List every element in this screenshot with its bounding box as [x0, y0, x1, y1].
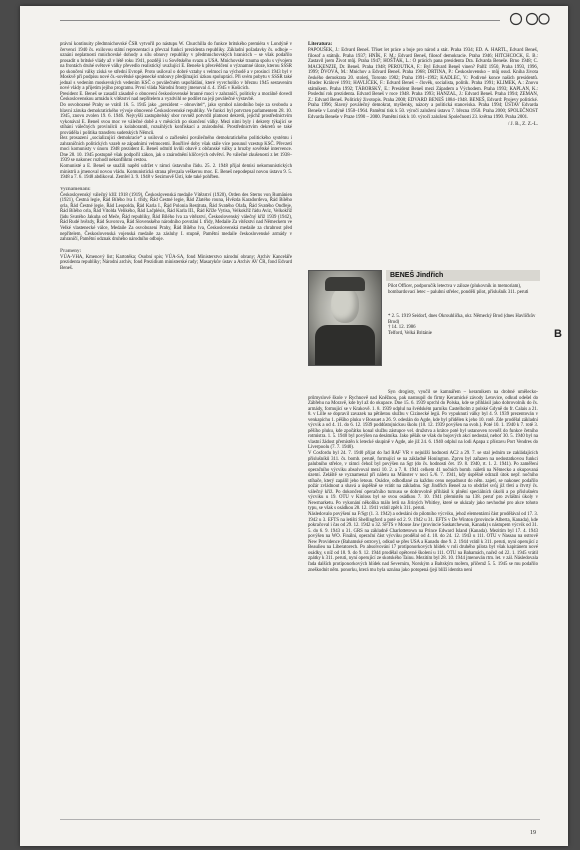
- entry-name: BENEŠ Jindřich: [386, 270, 540, 281]
- body-paragraph: Syn drogisty, vyučil se kamnářem – keramikem na drobné umělecko-průmyslové škole v Rychnově nad Kněžnou, pak nastoupil do firmy Keramické závody Letovice, odkud odešel do Zábřehu na Moravě, kde byl až do okupace. Dne 15. 6. 1939 uprchl do Polska, kde se přihlásil jako dobrovolník do čs. armády, formující se v Krakově. 1. 8. 1939 odplul na švédském parníku Castelholm z polské Gdyně do fr. Calais a 21. 8. v Lille se dopravil zavazek na pětiletou službu v Cizinecké legii. Po vypuknutí války byl 4. 9. 1939 prezentován v venkapíchu 1. pěšího pluku v Bossuet a 26. 9. odeslán do Agde, kde byl přidělen k jeho 10. rotě. Zde prodělal základní výcvik a od 4. 11. do 6. 12. 1939 poddůstojnickou školu (10. 12. 1939 povýšen na svob.). Poté 10. 1. 1940 k 7. rotě 3. pěšího pluku, kde zpočátku konal službu zástupce vel. družstva a krátce poté byl ustanoven rovněž do funkce četního rotmistra. 1. 5. 1940 byl povýšen na desátníka. Jako pěšák se však do bojových akcí nedostal, neboť 30. 5. 1940 byl na vlastní žádost přemístěn k letecké skupině v Agde, ale již 24. 6. 1940 odplul na lodi Apapa z přístavu Port Vendres do Liverpoolu (7. 7. 1940).: [308, 390, 538, 451]
- portrait-photo: [308, 270, 382, 366]
- body-paragraph: V Cosfordu byl 24. 7. 1940 přijat do řad RAF VR v nejnižší hodnosti AC2 a 29. 7. se stal jedním ze zakládajících příslušníků 311. čs. bomb. perutě, formující se na základně Honington. Zprvu byl zařazen na nedostatkovou funkci palubního střelce, v rámci čehož byl povýšen na Sgt (do čs. hodnosti čet. 19. 8. 1940, rt. 1. 2. 1941). Po zaměření operačního výcviku absolvoval mezi 10. 2. a 7. 8. 1941 celkem 41 nočních bomb. náletů na Německo a okupovaná území. Zeláště se vyznamenal při náletu na Münster v noci 5./6. 7. 1941, kdy úspěšně odrazil útok nepř. nočního stíhače, který zapálil jeho letoun. Osádce, odhodlané za každou cenu nepadnout do nětn. zajetí, se nakonec podařilo požár zvládnout a shavá a úspěšně se vrátit na základnu. Sgt Jindřich Beneš za to obdržel svůj již třetí a čtvrtý čs. válečný kříž. Po dokončení operačního turnusu se dobrovolně přihlásil k plnění speciálních úkolů a po příslušném výcviku u 19. OTU v Kinloss byl se svou osádkou 7. 10. 1941 přemístěn na 138. peruť pro zvláštní úkoly v Newmarketu. Po vykonání několika málo letů na Jiriných Whitley, které se ukázaly jako nevhodné pro akce tohoto typu, se však s osádkou 28. 12. 1941 vrátil zpět k 311. peruti.: [308, 451, 538, 512]
- biography-header: [308, 270, 538, 380]
- author-signature: / J. B., Z. Z.-L.: [508, 122, 538, 128]
- awards-heading: Vyznamenání:: [60, 186, 91, 192]
- bicycle-logo-icon: [506, 10, 550, 26]
- awards-text: Československý válečný kříž 1918 (1919), Československá medaile Vítězství (1920), Orden des Sterns von Rumänien (1921), Čestná legie, Řád Bílého lva I. třídy, Řád Čestné legie, Řád Zlatého rouna, Hvězda Karađorđeva, Řád Bílého orla, Řád Čestné legie, Řád Leopolda, Řád Karla I., Řád Polonia Restituta, Řád Svatého Olafa, Řád Svatého Ondřeje, Řád Bílého orla, Řád Vitolda Velikého, Řád Lačplésis, Řád Karla III., Řád Kříže Vytisa, Velkokříž řádu Aviz, Velkokříž řádu Svatého Jakuba od Meče, Řád republiky, Řád Bílého lva za vítězství, Československý válečný kříž 1939 (1942), Řád Rudé hvězdy, Řád Suvorova, Řád Slovenského národního povstání I. třídy, Medaile Za vítězství nad Německem ve Velké vlastenecké válce, Medaile Za osvobození Prahy, Řád Bílého lva, Československá medaile za chrabrost před nepřítelem, Československá vojenská medaile za zásluhy I. stupně, Pamětní medaile československé armády v zahraničí, Pamětní odznak druhého národního odboje.: [60, 192, 292, 243]
- entry-birth-death: * 2. 5. 1919 Seidorf, dnes Okrouhlička, okr. Německý Brod (dnes Havlíčkův Brod) † 14. 12. 1986 Telford, Velká Británie: [388, 314, 536, 336]
- sources-heading: Prameny:: [60, 248, 82, 254]
- entry-role: Pilot Officer, podporučík letectva v záloze (plukovník in memoriam), bombardovací letec – palubní střelec, pondělí pilot, příslušník 311. peruti: [388, 284, 529, 295]
- body-paragraph: právní kontinuity předmnichovské ČSR vytvořil po nástupu W. Churchilla do funkce britského premiéra v Londýně v červenci 1940 čs. exilovou státní reprezentaci a převzal funkci prezidenta republiky. Základní požadavky čs. odboje – uznání neplatnosti mnichovské dohody a sílu obnovy republiky v předmnichovských hranicích – se však podařilo prosadit u britské vlády až v létě roku 1941, později i u Sovětského svazu a USA. Mnichovské trauma spolu s vývojem na frontách druhé světové války převedlo realistický uvažující E. Beneše k přesvědčení o významné úloze, kterou SSSR po skončení války získá ve střední Evropě. Proto usiloval o dobré vztahy s velmocí na východě a v prosinci 1943 byl v Moskvě při podpisu nové čs.-sovětské spojenecké smlouvy předjímající úzkou spolupráci. Při svém pobytu v SSSR také jednal s vedením moskevských vedením KSČ o poválečném uspořádání, které vyvrcholilo v březnu 1945 sestavením nové vlády a přijetím jejího programu. První vláda Národní fronty jmenoval 4. 4. 1945 v Košicích.: [60, 42, 292, 92]
- page-number: 19: [530, 830, 536, 836]
- footer-rule: [60, 819, 540, 820]
- right-column: [308, 42, 538, 822]
- sources-text: VÚA-VHA, Kmenový list; Kartotéka; Osobní spis; VÚA-SA, fond Ministerstvo národní obrany; Archiv Kanceláře prezidenta republiky; Národní archiv, fond Prezidium ministerské rady; Masarykův ústav a Archiv AV ČR, fond Edvard Beneš.: [60, 254, 292, 271]
- body-paragraph: Bez prosazení „socializující demokracie“ a usiloval o začlenění poválečného demokratického politického systému i zahraničních politických vazeb se západními velmocemi. Bouřlivé doby však stále více posunul vzestup KSČ. Převzetí moci komunisty v únoru 1948 prezident E. Beneš odmítl kvůli obavě z občanské války a hrozby sovětské intervence. Dne 28. 10. 1945 postupně však podpořil zákon, jak o znárodnění klíčových odvětví. Po válečné zkušenosti z let 1938–1939 se nakonec rozhodl nekonfliktní cestou.: [60, 136, 292, 164]
- body-paragraph: President E. Beneš se zasadil zásadně o obnovení československé branné moci v zahraničí, politicky a morálně dovedl Československou armádu k vítězství nad nepřítelem a vyzdvihl se podílet na její poválečné výstavbě.: [60, 91, 292, 103]
- document-page: [20, 6, 568, 846]
- literature-title: Literatura:: [308, 42, 333, 47]
- biography-body: [308, 390, 538, 573]
- body-paragraph: Do osvobozené Prahy se vrátil 16. 5. 1945 jako „prezident – obnovitel“, jako symbol národního boje za svobodu a hlavní záruka demokratického vývoje obnovené Československé republiky. Ve funkci byl potvrzen parlamentem 28. 10. 1945, znovu zvolen 19. 6. 1946. Nejvyšší zastupitelský sbor rovněž potvrdil platnost dekretů, jejichž prostřednictvím vykonával E. Beneš svou moc ve válečné době a v měsících po skončení války. Mezi nimi byly i dekrety týkající se stíhání válečných provinilců a kolaborantů, rozsáhlých konfiskací a znárodnění. Prostřednictvím dekretů se také prováděla i politika transferu sudetských Němců.: [60, 103, 292, 136]
- header-rule: [60, 20, 500, 21]
- literature-text: PAPOUŠEK, J.: Edvard Beneš. Tříset let práce a boje pro národ a stát. Praha 1934; ED. A. HARTL, Edvard Beneš, filosof a státník. Praha 1937; HNÍK, F. M.: Edvard Beneš, filosof demokracie. Praha 1946; HITCHCOCK, E. B.: Zastavil jsem Život můj. Praha 1947; HOŠŤÁK, L.: O prácích pana presidenta Dra. Edvarda Beneše. Brno 1948; C. MACKENZIE, Dr. Beneš. Praha 1948; PEROUTKA, F.: Byl Edvard Beneš vinen? Paříž 1950, Praha 1993, 1996, 1999; ĎVOVÁ, M.: Mnichov a Edvard Beneš. Praha 1968; DRTINA, P.: Československo – můj osud. Kniha života českého demokrata 20. století. Toronto 1982; Praha 1991–1992; KADLEC, V.: Podivné konce našich presidentů. Hradec Králové 1991; HAVLÍČEK, F.: Edvard Beneš – člověk, socialista, politik. Praha 1991; KLIMEK, A.: Znovu státníkem. Praha 1992; TÁBORSKÝ, E.: President Beneš mezi Západem a Východem. Praha 1993; KAPLAN, K.: Poslední rok prezidenta. Edvard Beneš v roce 1948. Praha 1993; HANZAL, J.: Edvard Beneš. Praha 1994; ZEMAN, Z.: Edvard Beneš. Politický životopis. Praha 2000; EDVARD BENEŠ 1884–1948. BENEŠ, Edvard: Projevy politické. Praha 1996; Slavný poválečný demokrat, myšlenky, názory a politická stanoviska. Praha 1994; ÚSTAV Edvarda Beneše v Londýně 1950–1964. Pamětní tisk k 50. výročí založení ústavu 7. března 1950. Praha 2000; SPOLEČNOST Edvarda Beneše v Praze 1990 – 2000. Pamětní tisk k 10. výročí založení Společnosti 23. května 1990. Praha 2001.: [308, 48, 538, 120]
- body-paragraph: Následovalo povýšení na F/Sgt (1. 3. 1942) a odeslání do pilotního výcviku, jehož elementární část prodělával od 17. 3. 1942 u 3. EFTS na letišti Shellingford a poté od 2. 9. 1942 u 31. EFTS v De Winton (provincie Alberta, Kanada), kde pokračoval i čas od 29. 12. 1942 u 32. SFTS v Mouse Jaw (provincie Saskatchewan, Kanada) s nástupem výcvik od 31. 5. do 6. 9. 1943 u 31. GRS na základně Charlottetown na Prince Edward Island (Kanada). Mezitím byl 17. 4. 1943 povýšen na WO. Finální, operační část výcviku prodělal od 4. 10. do 24. 12. 1943 u 111. OTU v Nassau na ostrově New Providence (Bahamské ostrovy), odkud se přes USA a Kanadu dne 9. 2. 1944 vrátil k 311. peruti, nyní operující z Beaulieu na Liberatorech. Po absolvování 17 protiponorkových hlídek v roli druhého pilota byl však kapitánem nové osádky, s níž od 18. 9. do 9. 12. 1944 prodělal opětovné školení u 111. OTU na Bahamách, načež od 22. 1. 1945 vrátil zpátky k 311. peruti, nyní operující ze skotského Tainu. Mezitím byl 28. 10. 1944 jmenován rtm. let. v zál. Následovala řada dalších protiponorkových hlídek nad Severním, Norským a Baltským mořem, přičemž 5. 5. 1945 se mu podařilo zneškodnit něm. ponorku, která mu byla uznána jako potopená (její blíží identita není: [308, 512, 538, 573]
- left-column: [60, 42, 292, 822]
- section-letter: B: [554, 328, 562, 340]
- awards-section: [60, 187, 292, 272]
- body-paragraph: Komunisté a E. Beneš se snažili napětí udržet v rámci ústavního řádu. 25. 2. 1948 přijal demisi nekomunistických ministrů a jmenoval novou vládu. Komunistická strana převzala veškerou moc. E. Beneš nepodepsal novou ústavu 9. 5. 1948 a 7. 6. 1948 abdikoval. Zemřel 3. 9. 1948 v Sezimově Ústí, kde také pohřben.: [60, 164, 292, 181]
